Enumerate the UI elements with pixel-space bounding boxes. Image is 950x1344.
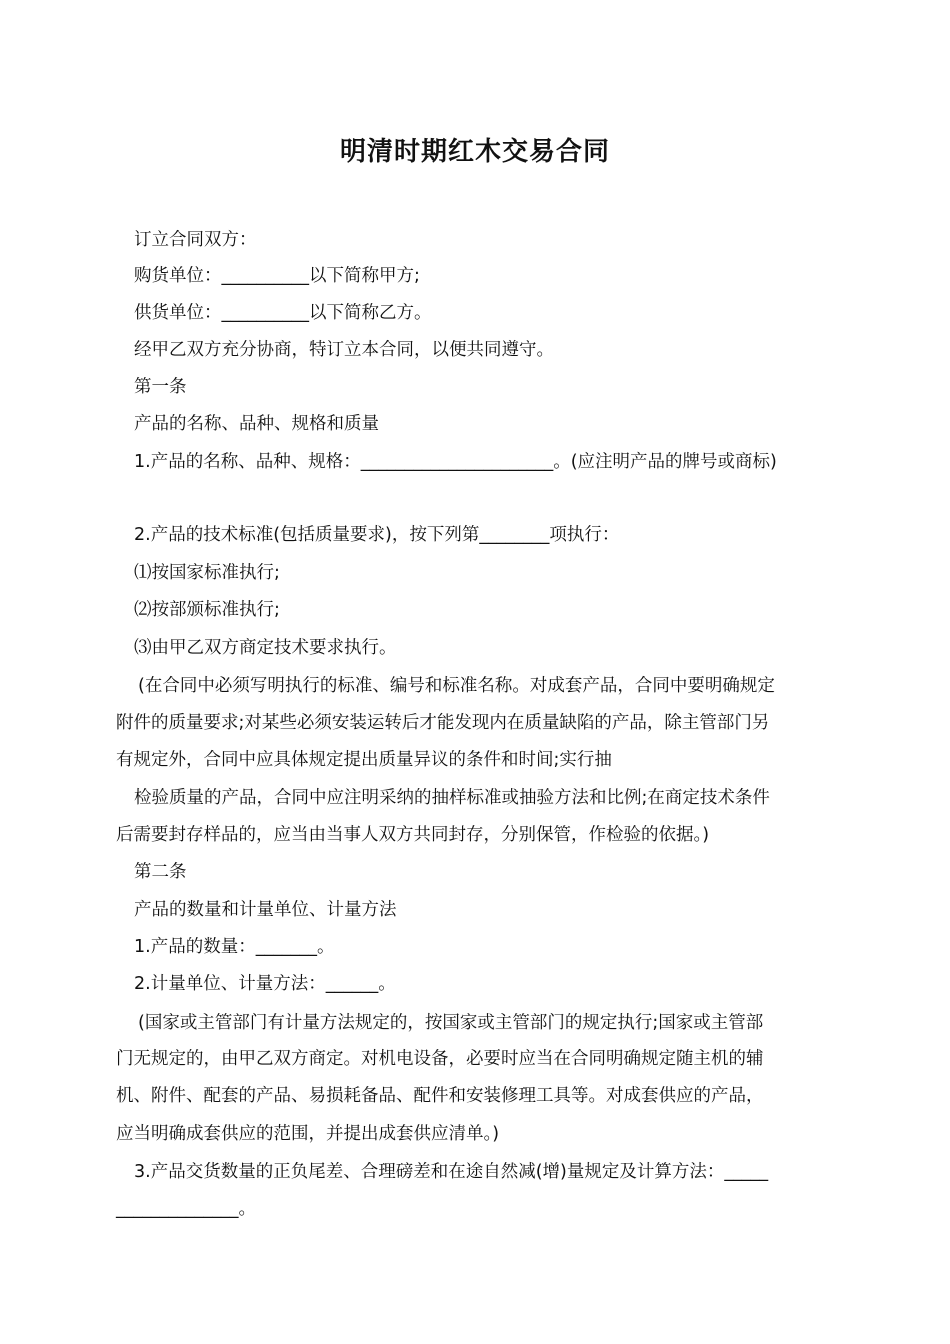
clause-1-1: 1.产品的名称、品种、规格：______________________。(应注明产品的牌号或商标) <box>134 452 777 472</box>
note-2-line-1: (国家或主管部门有计量方法规定的，按国家或主管部门的规定执行;国家或主管部 <box>138 1013 764 1033</box>
note-1-line-2: 附件的质量要求;对某些必须安装运转后才能发现内在质量缺陷的产品，除主管部门另 <box>116 713 770 733</box>
supplier-line: 供货单位：__________以下简称乙方。 <box>134 303 432 323</box>
contract-parties-heading: 订立合同双方： <box>134 230 257 250</box>
article-1-subtitle: 产品的名称、品种、规格和质量 <box>134 414 379 434</box>
note-1-line-5: 后需要封存样品的，应当由当事人双方共同封存，分别保管，作检验的依据。) <box>116 825 710 845</box>
clause-1-2: 2.产品的技术标准(包括质量要求)，按下列第________项执行： <box>134 525 620 545</box>
buyer-line: 购货单位：__________以下简称甲方; <box>134 266 420 286</box>
document-title: 明清时期红木交易合同 <box>339 137 610 167</box>
clause-1-2-option-2: ⑵按部颁标准执行; <box>134 600 280 620</box>
note-1-line-1: (在合同中必须写明执行的标准、编号和标准名称。对成套产品，合同中要明确规定 <box>138 676 775 696</box>
article-2-heading: 第二条 <box>134 862 187 882</box>
note-1-line-4: 检验质量的产品，合同中应注明采纳的抽样标准或抽验方法和比例;在商定技术条件 <box>134 788 770 808</box>
clause-1-2-option-1: ⑴按国家标准执行; <box>134 563 280 583</box>
clause-2-3: 3.产品交货数量的正负尾差、合理磅差和在途自然减(增)量规定及计算方法：_____ <box>134 1162 769 1182</box>
clause-1-2-option-3: ⑶由甲乙双方商定技术要求执行。 <box>134 638 397 658</box>
article-2-subtitle: 产品的数量和计量单位、计量方法 <box>134 900 397 920</box>
note-2-line-4: 应当明确成套供应的范围，并提出成套供应清单。) <box>116 1124 500 1144</box>
article-1-heading: 第一条 <box>134 377 187 397</box>
note-2-line-2: 门无规定的，由甲乙双方商定。对机电设备，必要时应当在合同明确规定随主机的辅 <box>116 1049 764 1069</box>
note-1-line-3: 有规定外，合同中应具体规定提出质量异议的条件和时间;实行抽 <box>116 750 612 770</box>
agreement-statement: 经甲乙双方充分协商，特订立本合同，以便共同遵守。 <box>134 340 554 360</box>
clause-2-2: 2.计量单位、计量方法：______。 <box>134 974 396 994</box>
note-2-line-3: 机、附件、配套的产品、易损耗备品、配件和安装修理工具等。对成套供应的产品， <box>116 1086 764 1106</box>
clause-2-3-continuation: ______________。 <box>116 1199 256 1219</box>
clause-2-1: 1.产品的数量：_______。 <box>134 937 335 957</box>
